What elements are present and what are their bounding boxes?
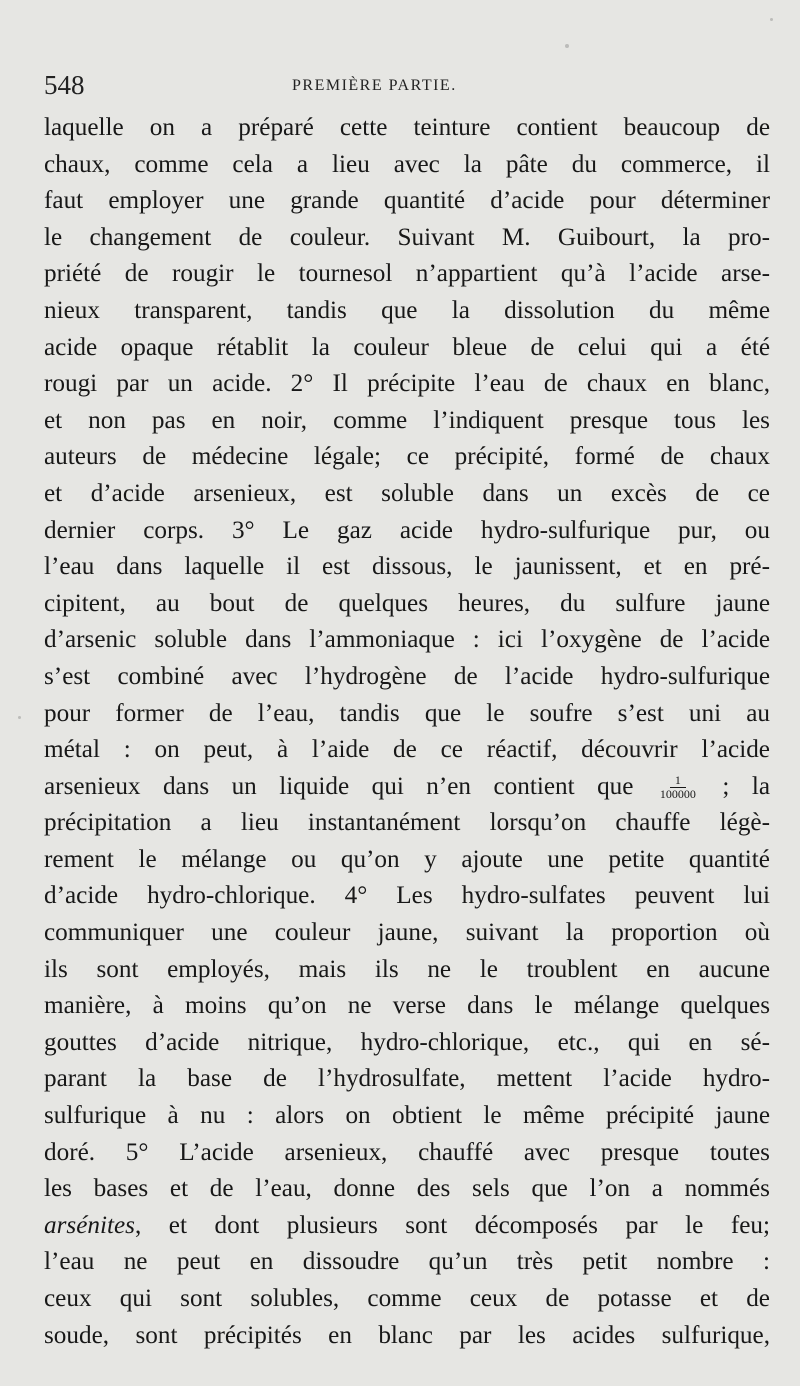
scan-speck bbox=[565, 44, 569, 48]
text-line: cipitent, au bout de quelques heures, du sulfure jaune bbox=[44, 589, 770, 617]
fraction-numerator: 1 bbox=[670, 775, 686, 788]
text-line: l’eau dans laquelle il est dissous, le jaunissent, et en pré- bbox=[44, 553, 770, 581]
text-line: d’acide hydro-chlorique. 4° Les hydro-sulfates peuvent lui bbox=[44, 882, 770, 910]
text-line: acide opaque rétablit la couleur bleue de celui qui a été bbox=[44, 333, 770, 361]
text-line-with-fraction bbox=[44, 769, 770, 806]
running-head bbox=[44, 66, 760, 106]
text-line: rement le mélange ou qu’on y ajoute une petite quantité bbox=[44, 845, 770, 873]
text-line: sulfurique à nu : alors on obtient le même précipité jaune bbox=[44, 1102, 770, 1130]
text-line: précipitation a lieu instantanément lorsqu’on chauffe légè- bbox=[44, 809, 770, 837]
text-line: l’eau ne peut en dissoudre qu’un très petit nombre : bbox=[44, 1248, 770, 1276]
text-line: soude, sont précipités en blanc par les acides sulfurique, bbox=[44, 1321, 770, 1349]
text-line: d’arsenic soluble dans l’ammoniaque : ici l’oxygène de l’acide bbox=[44, 626, 770, 654]
text-segment: , et dont plusieurs sont décomposés par le feu; bbox=[134, 1211, 770, 1239]
text-line: dernier corps. 3° Le gaz acide hydro-sulfurique pur, ou bbox=[44, 516, 770, 544]
italic-term: arsénites bbox=[44, 1211, 135, 1239]
text-line: manière, à moins qu’on ne verse dans le mélange quelques bbox=[44, 992, 770, 1020]
text-line: nieux transparent, tandis que la dissolution du même bbox=[44, 296, 770, 324]
text-line: laquelle on a préparé cette teinture contient beaucoup de bbox=[44, 114, 770, 141]
text-line: priété de rougir le tournesol n’appartient qu’à l’acide arse- bbox=[44, 260, 770, 288]
text-line: gouttes d’acide nitrique, hydro-chlorique, etc., qui en sé- bbox=[44, 1028, 770, 1056]
scan-speck bbox=[770, 18, 773, 21]
text-line: auteurs de médecine légale; ce précipité, formé de chaux bbox=[44, 443, 770, 471]
text-line: doré. 5° L’acide arsenieux, chauffé avec presque toutes bbox=[44, 1138, 770, 1166]
running-title: PREMIÈRE PARTIE. bbox=[292, 77, 457, 94]
text-line: communiquer une couleur jaune, suivant la proportion où bbox=[44, 919, 770, 947]
text-line: et d’acide arsenieux, est soluble dans un excès de ce bbox=[44, 479, 770, 507]
text-line: faut employer une grande quantité d’acide pour déterminer bbox=[44, 187, 770, 215]
text-line: pour former de l’eau, tandis que le soufre s’est uni au bbox=[44, 699, 770, 727]
scan-speck bbox=[18, 716, 21, 719]
text-line: s’est combiné avec l’hydrogène de l’acide hydro-sulfurique bbox=[44, 662, 770, 690]
text-line: métal : on peut, à l’aide de ce réactif, découvrir l’acide bbox=[44, 736, 770, 764]
text-line: ceux qui sont solubles, comme ceux de potasse et de bbox=[44, 1285, 770, 1312]
page-number: 548 bbox=[44, 70, 85, 100]
fraction-denominator: 100000 bbox=[659, 787, 696, 802]
text-line: le changement de couleur. Suivant M. Guibourt, la pro- bbox=[44, 223, 770, 251]
text-line: et non pas en noir, comme l’indiquent presque tous les bbox=[44, 406, 770, 434]
text-line: les bases et de l’eau, donne des sels que l’on a nommés bbox=[44, 1175, 770, 1203]
text-line: chaux, comme cela a lieu avec la pâte du commerce, il bbox=[44, 150, 770, 178]
text-line: rougi par un acide. 2° Il précipite l’eau de chaux en blanc, bbox=[44, 370, 770, 398]
text-line-with-italic bbox=[44, 1208, 770, 1245]
fraction bbox=[660, 775, 696, 800]
text-line: parant la base de l’hydrosulfate, mettent l’acide hydro- bbox=[44, 1065, 770, 1093]
text-line: ils sont employés, mais ils ne le troublent en aucune bbox=[44, 955, 770, 983]
text-segment: arsenieux dans un liquide qui n’en contient que bbox=[44, 772, 634, 800]
body-text bbox=[44, 110, 770, 1354]
text-segment: ; la bbox=[722, 772, 771, 800]
